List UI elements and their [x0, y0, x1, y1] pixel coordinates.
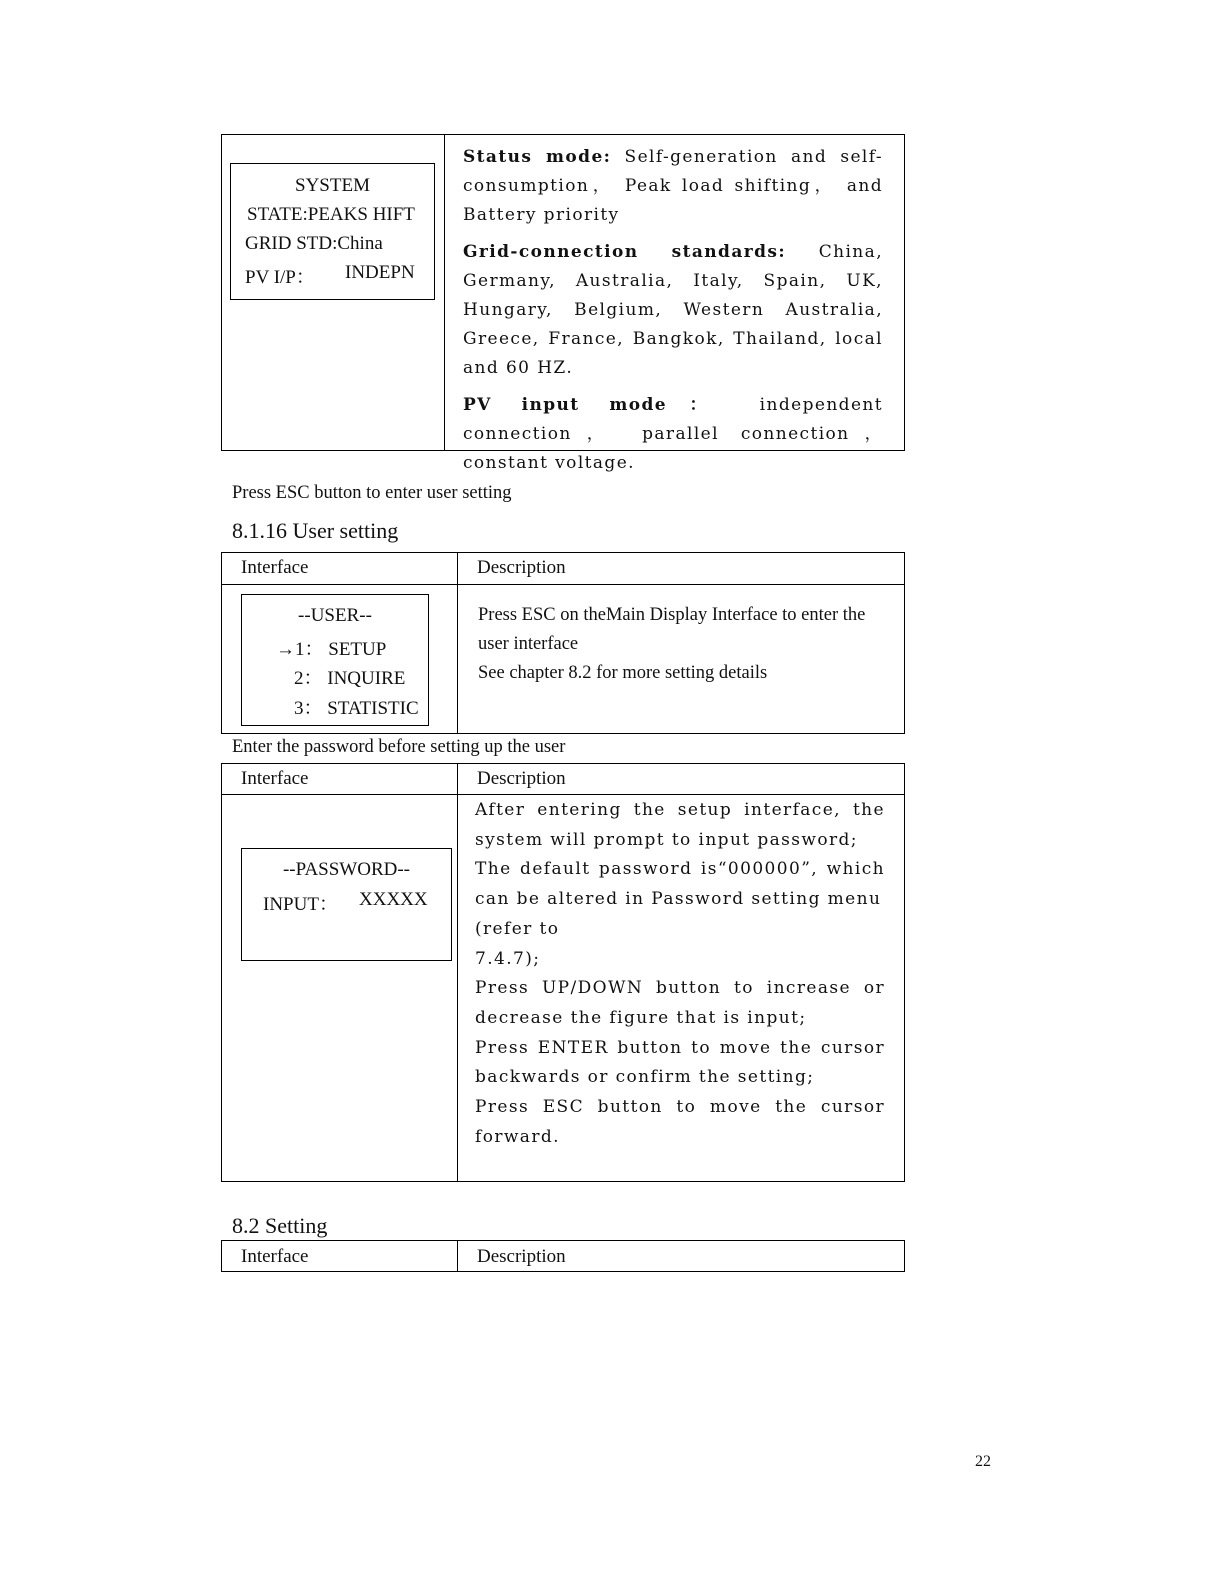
- table-header-divider: [221, 584, 905, 585]
- column-header-interface: Interface: [241, 1246, 309, 1267]
- lcd-menu-item-statistic: 3： STATISTIC: [294, 698, 419, 719]
- status-mode-text: Self-generation and self-consumption， Peak load shifting， and Battery priority: [463, 147, 883, 225]
- status-mode-label: Status mode:: [463, 147, 612, 167]
- lcd-user-menu: [241, 594, 429, 726]
- password-desc-p4: 7.4.7);: [475, 948, 541, 969]
- lcd-menu-item-setup: →1： SETUP: [276, 639, 387, 660]
- pv-input-mode-label: PV input mode：: [463, 395, 731, 415]
- lcd-input-value: XXXXX: [359, 889, 428, 910]
- column-header-interface: Interface: [241, 768, 309, 789]
- column-header-interface: Interface: [241, 557, 309, 578]
- lcd-pv-value: INDEPN: [345, 262, 415, 283]
- table-divider: [444, 134, 445, 451]
- password-desc-p7: Press ESC button to move the cursor forward.: [475, 1097, 885, 1147]
- lcd-state-line: STATE:PEAKS HIFT: [247, 204, 415, 225]
- desc-line-3: See chapter 8.2 for more setting details: [478, 663, 768, 683]
- column-header-description: Description: [477, 1246, 566, 1267]
- lcd-grid-std-line: GRID STD:China: [245, 233, 383, 254]
- grid-standards-label: Grid-connection standards:: [463, 242, 787, 262]
- table-column-divider: [457, 552, 458, 734]
- password-desc-p5: Press UP/DOWN button to increase or decrease the figure that is input;: [475, 978, 885, 1028]
- press-esc-note: Press ESC button to enter user setting: [232, 483, 512, 503]
- grid-standards-text: China, Germany, Australia, Italy, Spain, UK, Hungary, Belgium, Western Australia, Greece, France, Bangkok, Thailand, local and 60 HZ.: [463, 242, 883, 378]
- lcd-password-title: --PASSWORD--: [282, 859, 411, 880]
- lcd-system-title: SYSTEM: [295, 175, 370, 196]
- password-desc-p6: Press ENTER button to move the cursor backwards or confirm the setting;: [475, 1037, 885, 1088]
- table-column-divider: [457, 1240, 458, 1272]
- password-desc-p1: After entering the setup interface, the system will prompt to input password;: [475, 800, 885, 850]
- pv-input-mode-text: independent connection， parallel connection， constant voltage.: [463, 395, 883, 473]
- lcd-input-label: INPUT：: [263, 894, 338, 915]
- lcd-password-screen: [241, 848, 452, 961]
- section-heading-setting: 8.2 Setting: [232, 1213, 328, 1238]
- desc-line-1: Press ESC on theMain Display Interface to enter the: [478, 605, 866, 625]
- user-setting-description: [478, 601, 903, 688]
- page-number: 22: [975, 1453, 991, 1470]
- password-description: [475, 796, 885, 1152]
- column-header-description: Description: [477, 768, 566, 789]
- column-header-description: Description: [477, 557, 566, 578]
- lcd-menu-item-inquire: 2： INQUIRE: [294, 668, 406, 689]
- desc-line-2: user interface: [478, 634, 579, 654]
- password-desc-p3: (refer to: [475, 918, 560, 939]
- lcd-system-screen: [230, 163, 435, 300]
- password-desc-p2: The default password is“000000”, which can be altered in Password setting menu: [475, 859, 885, 910]
- system-status-description: [463, 143, 883, 486]
- table-column-divider: [457, 763, 458, 1182]
- section-heading-user-setting: 8.1.16 User setting: [232, 518, 399, 543]
- lcd-pv-label: PV I/P：: [245, 267, 315, 288]
- password-note: Enter the password before setting up the user: [232, 737, 566, 757]
- table-header-divider: [221, 794, 905, 795]
- lcd-user-title: --USER--: [298, 605, 372, 626]
